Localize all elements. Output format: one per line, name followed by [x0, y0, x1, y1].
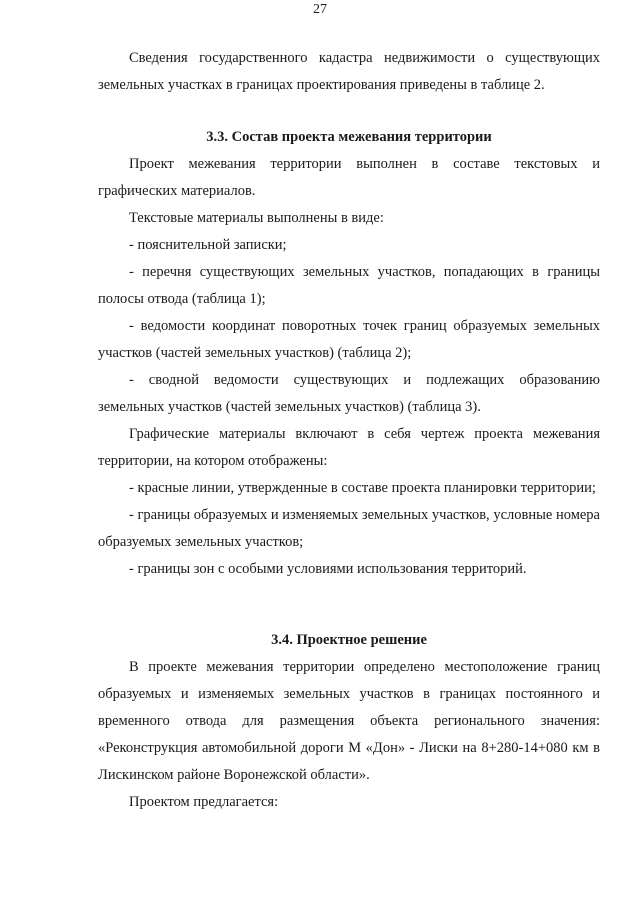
- text-materials-item: - ведомости координат поворотных точек границ образуемых земельных участков (частей земельных участков) (таблица 2);: [98, 318, 600, 361]
- section-3-4-heading: 3.4. Проектное решение: [271, 632, 427, 648]
- page-number: 27: [313, 2, 327, 17]
- section-3-3-paragraph-3: Графические материалы включают в себя чертеж проекта межевания территории, на котором отображены:: [98, 426, 600, 469]
- graphic-materials-item: - границы зон с особыми условиями использования территорий.: [129, 561, 527, 577]
- text-materials-item: - перечня существующих земельных участков, попадающих в границы полосы отвода (таблица 1);: [98, 264, 600, 307]
- section-3-4-paragraph-2: Проектом предлагается:: [129, 794, 279, 810]
- intro-paragraph: [98, 45, 600, 99]
- graphic-materials-item: - границы образуемых и изменяемых земельных участков, условные номера образуемых земельных участков;: [98, 507, 600, 550]
- intro-line-1: Сведения государственного кадастра недвижимости о существующих: [129, 50, 600, 66]
- section-3-4-paragraph-1: В проекте межевания территории определено местоположение границ образуемых и изменяемых земельных участков в границах постоянного и временного отвода для размещения объекта регионального значения: «Реконструкция автомобильной дороги М «Дон» - Лиски на 8+280-14+080 км в Лискинском районе Воронежской области».: [98, 659, 600, 783]
- graphic-materials-item: - красные линии, утвержденные в составе проекта планировки территории;: [129, 480, 596, 496]
- section-3-3-paragraph-1: Проект межевания территории выполнен в составе текстовых и графических материалов.: [98, 156, 600, 199]
- section-3-3: [98, 124, 600, 583]
- text-materials-item: - пояснительной записки;: [129, 237, 287, 253]
- section-3-4: [98, 627, 600, 816]
- intro-line-2: земельных участках в границах проектирования приведены в таблице 2.: [98, 77, 545, 93]
- section-3-3-heading: 3.3. Состав проекта межевания территории: [206, 129, 492, 145]
- section-3-3-paragraph-2: Текстовые материалы выполнены в виде:: [129, 210, 384, 226]
- text-materials-item: - сводной ведомости существующих и подлежащих образованию земельных участков (частей земельных участков) (таблица 3).: [98, 372, 600, 415]
